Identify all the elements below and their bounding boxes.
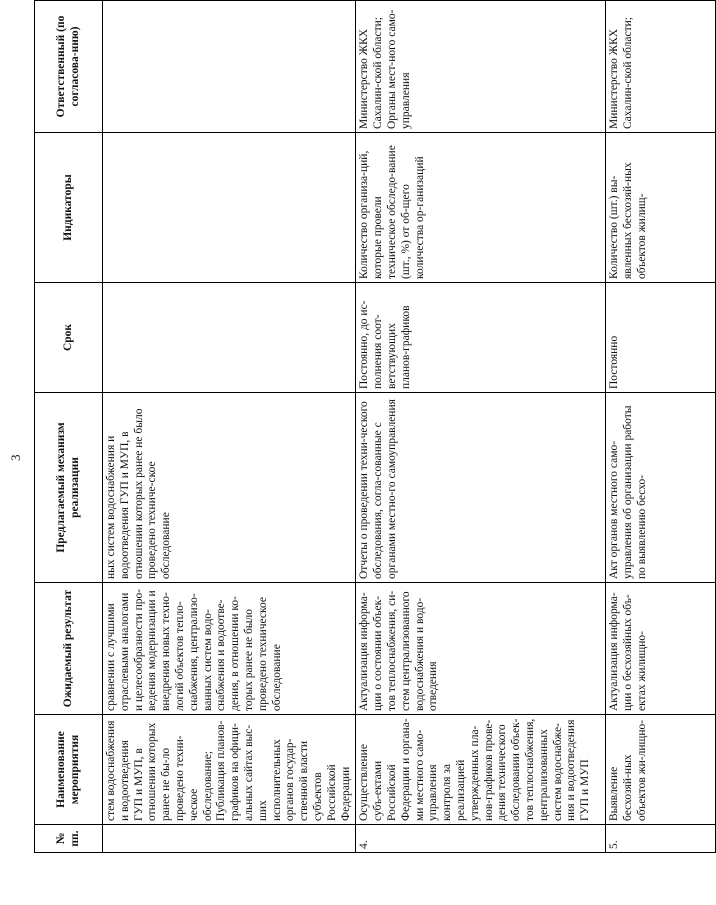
header-responsible: Ответственный (по согласова-нию) [35, 1, 103, 133]
cell-mechanism: Акт органов местного само-управления об организации работы по выявлению бесхо- [606, 393, 716, 583]
cell-num: 5. [606, 825, 716, 853]
cell-num [103, 825, 356, 853]
cell-term: Постоянно [606, 283, 716, 393]
cell-responsible: Министерство ЖКХ Сахалин-ской области; [606, 1, 716, 133]
table-row [103, 1, 356, 853]
cell-num: 4. [356, 825, 606, 853]
cell-name: Выявление бесхозяй-ных объектов жи-лищно- [606, 715, 716, 825]
cell-mechanism: ных систем водоснабжения и водоотведения ГУП и МУП, в отношении которых ранее не было проведено техниче-ское обследование [103, 393, 356, 583]
header-result: Ожидаемый результат [35, 583, 103, 715]
measures-table [34, 0, 716, 853]
cell-indicators: Количество (шт.) вы-явленных бесхозяй-ных объектов жилищ- [606, 133, 716, 283]
cell-result: Актуализация информа-ции о бесхозяйных объ-ектах жилищно- [606, 583, 716, 715]
cell-mechanism: Отчеты о проведении техни-ческого обследования, согла-сованные с органами местно-го самоуправления [356, 393, 606, 583]
cell-term: Постоянно, до ис-полнения соот-ветствующих планов-графиков [356, 283, 606, 393]
cell-result: Актуализация информа-ции о состоянии объек-тов теплоснабжения, си-стем централизованного водоснабжения и водо-отведения [356, 583, 606, 715]
table-header-row [35, 1, 103, 853]
header-mechanism: Предлагаемый механизм реализации [35, 393, 103, 583]
cell-indicators: Количество организа-ций, которые провели техническое обследо-вание (шт., %) от об-щего количества ор-ганизаций [356, 133, 606, 283]
cell-indicators [103, 133, 356, 283]
header-num: № пп. [35, 825, 103, 853]
cell-responsible: Министерство ЖКХ Сахалин-ской области; Органы мест-ного само-управления [356, 1, 606, 133]
page-number: 3 [8, 454, 23, 461]
header-name: Наименование мероприятия [35, 715, 103, 825]
table-row [606, 1, 716, 853]
header-term: Срок [35, 283, 103, 393]
cell-result: сравнении с лучшими отраслевыми аналогами и целесообразности про-ведения модернизации и внедрения новых техно-логий объектов тепло-снабжения, централизо-ванных систем водо-снабжения и водоотве-дения, в отношении ко-торых ранее не было проведено техническое обследование [103, 583, 356, 715]
table-row [356, 1, 606, 853]
cell-term [103, 283, 356, 393]
header-indicators: Индикаторы [35, 133, 103, 283]
cell-name: стем водоснабжения и водоотведения ГУП и МУП, в отношении которых ранее не бы-ло проведено техни-ческое обследование; Публикация планов-графиков на офици-альных сайтах выс-ших исполнительных органов государ-ственной власти субъектов Российской Федерации [103, 715, 356, 825]
cell-responsible [103, 1, 356, 133]
cell-name: Осуществление субъ-ектами Российской Федерации и органа-ми местного само-управления контроля за реализацией утвержденных пла-нов-графиков прове-дения технического обследовании объек-тов теплоснабжения, централизованных систем водоснабже-ния и водоотведения ГУП и МУП [356, 715, 606, 825]
